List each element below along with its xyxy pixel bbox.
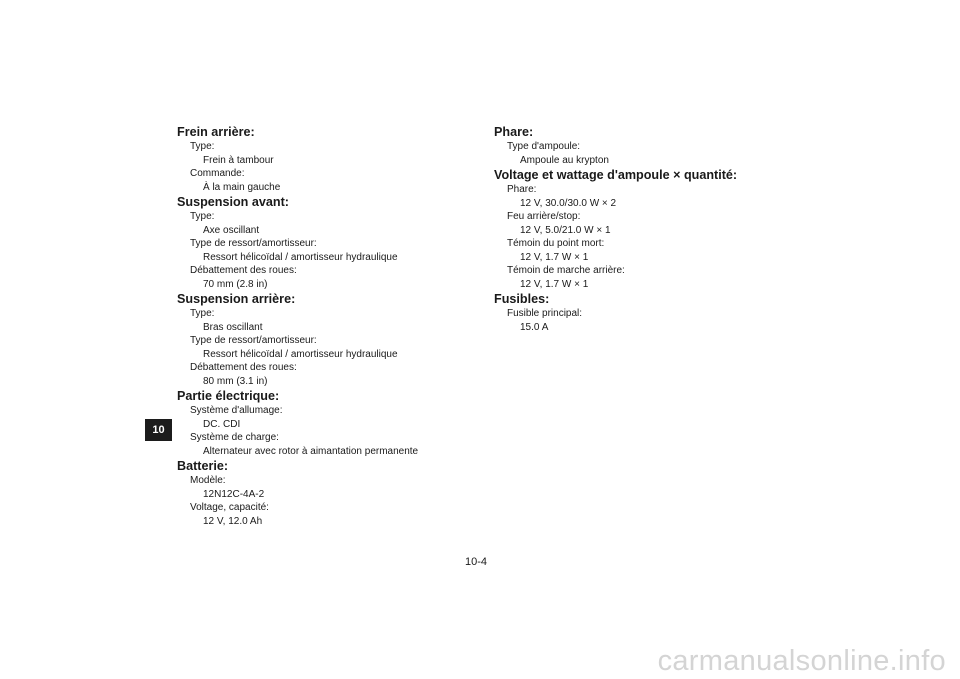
section-title: Suspension arrière: bbox=[177, 292, 296, 306]
spec-label: Débattement des roues: bbox=[190, 362, 297, 373]
spec-label: Témoin du point mort: bbox=[507, 238, 605, 249]
spec-label: Type: bbox=[190, 211, 215, 222]
section-bulb-wattage bbox=[494, 167, 784, 291]
spec-value: Ressort hélicoïdal / amortisseur hydraulique bbox=[203, 348, 398, 360]
section-headlight bbox=[494, 124, 784, 167]
section-title: Suspension avant: bbox=[177, 195, 289, 209]
spec-label: Voltage, capacité: bbox=[190, 502, 269, 513]
spec-value: 15.0 A bbox=[520, 321, 549, 333]
spec-value: Bras oscillant bbox=[203, 321, 263, 333]
spec-value: 12 V, 1.7 W × 1 bbox=[520, 251, 589, 263]
section-title: Phare: bbox=[494, 125, 534, 139]
section-title: Voltage et wattage d'ampoule × quantité: bbox=[494, 168, 738, 182]
spec-label: Feu arrière/stop: bbox=[507, 211, 581, 222]
spec-value: 12 V, 30.0/30.0 W × 2 bbox=[520, 197, 617, 209]
section-fuses bbox=[494, 291, 784, 334]
section-electrical bbox=[177, 388, 467, 458]
spec-value: Axe oscillant bbox=[203, 224, 260, 236]
spec-value: 12 V, 12.0 Ah bbox=[203, 515, 263, 527]
spec-value: 12N12C-4A-2 bbox=[203, 488, 265, 500]
section-title: Batterie: bbox=[177, 459, 229, 473]
spec-value: Frein à tambour bbox=[203, 154, 274, 166]
watermark: carmanualsonline.info bbox=[657, 645, 946, 677]
right-column bbox=[494, 124, 784, 334]
spec-label: Fusible principal: bbox=[507, 308, 583, 319]
spec-label: Type: bbox=[190, 308, 215, 319]
spec-label: Type de ressort/amortisseur: bbox=[190, 238, 317, 249]
page-number: 10-4 bbox=[465, 556, 488, 568]
chapter-tab: 10 bbox=[145, 419, 172, 441]
section-front-suspension bbox=[177, 194, 467, 291]
spec-label: Modèle: bbox=[190, 475, 226, 486]
section-title: Frein arrière: bbox=[177, 125, 255, 139]
spec-label: Témoin de marche arrière: bbox=[507, 265, 625, 276]
spec-value: Ampoule au krypton bbox=[520, 154, 609, 166]
spec-value: DC. CDI bbox=[203, 418, 241, 430]
spec-label: Commande: bbox=[190, 168, 245, 179]
section-rear-brake bbox=[177, 124, 467, 194]
section-rear-suspension bbox=[177, 291, 467, 388]
spec-value: 12 V, 1.7 W × 1 bbox=[520, 278, 589, 290]
spec-label: Type: bbox=[190, 141, 215, 152]
spec-label: Débattement des roues: bbox=[190, 265, 297, 276]
spec-value: Ressort hélicoïdal / amortisseur hydraulique bbox=[203, 251, 398, 263]
spec-value: 70 mm (2.8 in) bbox=[203, 278, 268, 290]
section-title: Partie électrique: bbox=[177, 389, 280, 403]
spec-label: Système d'allumage: bbox=[190, 405, 283, 416]
spec-value: 12 V, 5.0/21.0 W × 1 bbox=[520, 224, 611, 236]
spec-label: Phare: bbox=[507, 184, 537, 195]
section-battery bbox=[177, 458, 467, 528]
spec-label: Type d'ampoule: bbox=[507, 141, 581, 152]
spec-value: 80 mm (3.1 in) bbox=[203, 375, 268, 387]
spec-value: Alternateur avec rotor à aimantation permanente bbox=[203, 445, 419, 457]
spec-label: Système de charge: bbox=[190, 432, 279, 443]
section-title: Fusibles: bbox=[494, 292, 550, 306]
left-column bbox=[177, 124, 467, 528]
spec-label: Type de ressort/amortisseur: bbox=[190, 335, 317, 346]
spec-value: À la main gauche bbox=[203, 181, 281, 193]
